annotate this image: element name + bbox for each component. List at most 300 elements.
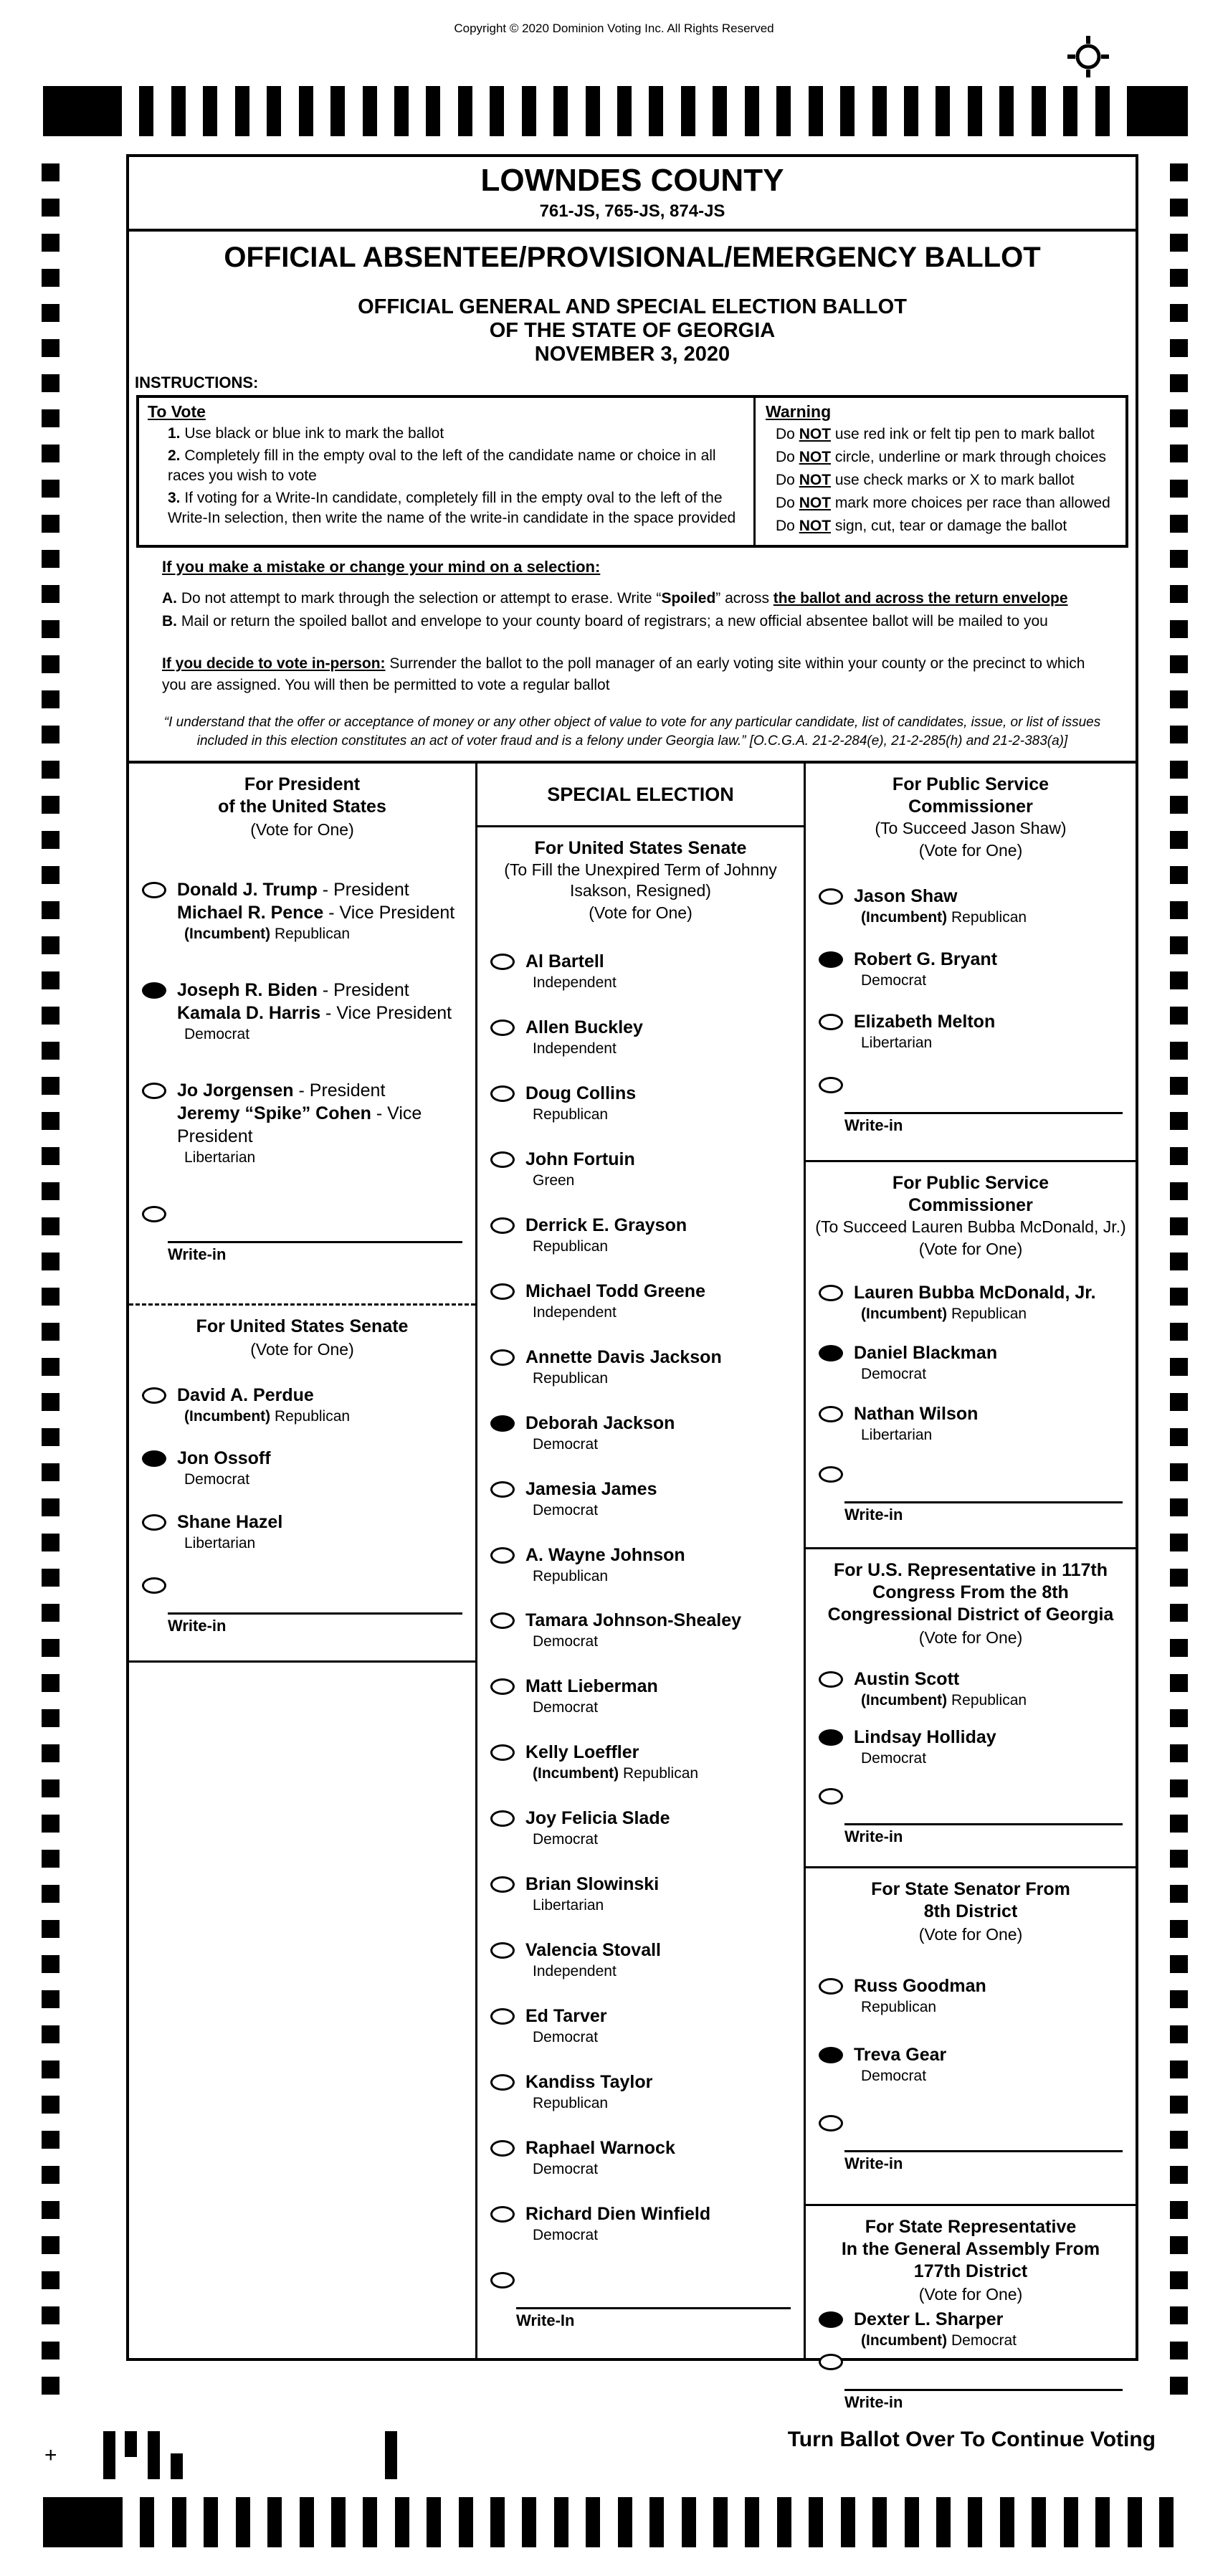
contest-title: In the General Assembly From (841, 2239, 1100, 2259)
timing-mark (872, 2497, 887, 2547)
contest-title: For State Senator From (871, 1879, 1070, 1899)
county-header (129, 157, 1136, 232)
timing-mark (1170, 866, 1188, 884)
vote-for-instruction: (Vote for One) (250, 1340, 354, 1359)
candidate-row (819, 1668, 1131, 1710)
contest-header (129, 764, 475, 840)
candidate-row (142, 878, 471, 944)
timing-mark (42, 761, 60, 779)
text-segment: Independent (533, 974, 617, 991)
to-vote-title: To Vote (148, 402, 206, 421)
ballot-column-1 (129, 764, 477, 2358)
timing-mark (42, 2342, 60, 2359)
candidate-name (854, 1402, 978, 1425)
timing-mark (1170, 374, 1188, 392)
timing-mark (649, 86, 663, 136)
candidate-party (861, 1998, 986, 2017)
text-segment: Doug Collins (525, 1083, 637, 1103)
candidate-text (854, 2043, 946, 2086)
timing-mark (586, 2497, 600, 2547)
candidate-text (525, 2202, 710, 2245)
candidate-party (184, 1025, 452, 1044)
ballot-oval[interactable] (142, 1083, 166, 1099)
text-segment: Libertarian (533, 1897, 604, 1914)
write-in-block (819, 1784, 1131, 1846)
candidate-name (854, 1974, 986, 1997)
timing-mark (42, 1358, 60, 1376)
timing-mark (42, 1393, 60, 1411)
write-in-line[interactable] (516, 2307, 791, 2309)
stub-barcode-mark (148, 2431, 160, 2479)
candidate-row (490, 1280, 799, 1322)
candidate-name (525, 1609, 741, 1632)
timing-mark (1170, 831, 1188, 849)
ballot-oval[interactable] (142, 1514, 166, 1531)
text-segment: Independent (533, 1040, 617, 1057)
write-in-line[interactable] (168, 1241, 462, 1243)
candidate-name (854, 1668, 1027, 1691)
timing-mark (331, 2497, 346, 2547)
contest-title: Congressional District of Georgia (827, 1605, 1114, 1625)
timing-mark (1170, 1393, 1188, 1411)
ballot-oval[interactable] (490, 1876, 515, 1893)
timing-mark (42, 971, 60, 989)
write-in-block (819, 2111, 1131, 2173)
ballot-oval[interactable] (490, 2140, 515, 2157)
ballot-oval[interactable] (142, 1387, 166, 1404)
text-segment: Do (776, 518, 799, 534)
timing-mark (42, 620, 60, 638)
text-segment: Joy Felicia Slade (525, 1808, 670, 1829)
timing-mark (777, 2497, 791, 2547)
candidate-name (525, 950, 617, 973)
timing-mark (42, 199, 60, 217)
timing-mark (172, 2497, 186, 2547)
timing-mark (42, 1007, 60, 1025)
candidate-text (854, 948, 997, 990)
timing-mark (1170, 1955, 1188, 1973)
candidate-name (854, 1010, 995, 1033)
ballot-oval[interactable] (490, 1612, 515, 1629)
ballot-oval-filled[interactable] (142, 982, 166, 999)
timing-mark (1170, 1253, 1188, 1270)
timing-mark (1170, 936, 1188, 954)
text-segment: - President (293, 1080, 386, 1101)
candidate-row (819, 948, 1131, 990)
timing-mark (1170, 2166, 1188, 2184)
write-in-line[interactable] (844, 1823, 1123, 1825)
ballot-oval[interactable] (490, 2206, 515, 2223)
ballot-oval[interactable] (819, 1285, 843, 1301)
timing-mark (1170, 796, 1188, 814)
to-vote-item (168, 424, 745, 444)
write-in-block (142, 1202, 471, 1264)
timing-mark (42, 1920, 60, 1938)
timing-mark (330, 86, 345, 136)
ballot-oval[interactable] (490, 1810, 515, 1827)
text-segment: Michael R. Pence (177, 903, 324, 923)
text-segment: 3. (168, 490, 181, 506)
timing-mark (395, 2497, 409, 2547)
warning-title: Warning (766, 402, 832, 421)
timing-mark (42, 2271, 60, 2289)
timing-mark (1170, 2061, 1188, 2078)
election-date: NOVEMBER 3, 2020 (534, 343, 730, 366)
warning-item (776, 493, 1120, 513)
write-in-line[interactable] (844, 2389, 1123, 2391)
candidate-row (490, 1082, 799, 1124)
county-title: LOWNDES COUNTY (480, 163, 784, 198)
ballot-oval[interactable] (819, 1014, 843, 1030)
candidate-party (861, 1691, 1027, 1710)
candidate-party (533, 2094, 652, 2113)
contest-title: For United States Senate (534, 838, 747, 858)
write-in-oval[interactable] (490, 2272, 515, 2289)
timing-marks-top (43, 86, 1188, 136)
candidate-text (854, 1010, 995, 1052)
ballot-oval-filled[interactable] (819, 951, 843, 968)
ballot-oval-filled[interactable] (819, 1345, 843, 1361)
candidate-row (490, 2137, 799, 2179)
candidate-name (854, 1281, 1096, 1304)
text-segment: Matt Lieberman (525, 1676, 658, 1697)
text-segment: Democrat (861, 2067, 927, 2084)
candidate-text (525, 1741, 698, 1783)
ballot-oval[interactable] (490, 1678, 515, 1695)
write-in-label: Write-in (844, 1506, 903, 1524)
candidate-text (525, 1016, 643, 1058)
timing-mark (203, 86, 217, 136)
candidate-text (525, 1280, 705, 1322)
write-in-oval[interactable] (142, 1206, 166, 1222)
contest-section (129, 764, 475, 1306)
mistake-title: If you make a mistake or change your mind on a selection: (162, 558, 601, 576)
candidate-name (525, 1873, 659, 1896)
timing-mark (1032, 86, 1046, 136)
text-segment: Lindsay Holliday (854, 1727, 996, 1747)
timing-mark (553, 86, 568, 136)
write-in-line[interactable] (844, 1501, 1123, 1503)
ballot-oval[interactable] (490, 2074, 515, 2091)
contest-title: For U.S. Representative in 117th (833, 1560, 1108, 1580)
timing-mark (1170, 304, 1188, 322)
timing-mark (43, 86, 122, 136)
text-segment: Republican (270, 926, 351, 942)
candidate-row (142, 979, 471, 1044)
ballot-column-3 (806, 764, 1136, 2411)
timing-mark (42, 1674, 60, 1692)
timing-mark (968, 2497, 982, 2547)
timing-mark (42, 409, 60, 427)
text-segment: use check marks or X to mark ballot (831, 472, 1075, 488)
text-segment: Brian Slowinski (525, 1874, 660, 1895)
text-segment: use red ink or felt tip pen to mark ballot (831, 426, 1095, 442)
write-in-oval[interactable] (819, 1466, 843, 1483)
text-segment: Democrat (533, 2227, 599, 2244)
text-segment: Democrat (861, 971, 927, 989)
text-segment: Robert G. Bryant (854, 949, 998, 969)
warning-item (776, 515, 1120, 536)
candidate-party (533, 1962, 661, 1981)
timing-mark (363, 86, 377, 136)
text-segment: Republican (861, 1998, 937, 2015)
timing-mark (42, 2096, 60, 2114)
timing-marks-right (1170, 163, 1188, 2412)
candidate-party (184, 1534, 282, 1553)
ballot-oval-filled[interactable] (819, 2047, 843, 2063)
text-segment: Joseph R. Biden (177, 980, 318, 1000)
text-segment: Democrat (947, 2332, 1017, 2349)
ballot-oval[interactable] (490, 2008, 515, 2025)
write-in-oval[interactable] (819, 1077, 843, 1093)
contest-title: For State Representative (865, 2217, 1077, 2237)
text-segment: - President (317, 880, 409, 900)
timing-mark (42, 901, 60, 919)
timing-mark (1170, 2306, 1188, 2324)
write-in-line[interactable] (168, 1612, 462, 1615)
text-segment: Green (533, 1171, 575, 1189)
text-segment: If you decide to vote in-person: (162, 655, 386, 672)
candidate-text (525, 1873, 659, 1915)
timing-mark (42, 2306, 60, 2324)
timing-marks-bottom (43, 2497, 1174, 2547)
ballot-oval[interactable] (490, 1481, 515, 1498)
timing-mark (42, 2131, 60, 2149)
candidate-row (142, 1447, 471, 1489)
candidate-row (490, 1214, 799, 1256)
timing-mark (42, 163, 60, 181)
stub-barcode-mark (103, 2431, 115, 2479)
ballot-oval-filled[interactable] (142, 1450, 166, 1467)
timing-mark (1170, 620, 1188, 638)
text-segment: Russ Goodman (854, 1975, 986, 1996)
ballot-oval[interactable] (490, 1151, 515, 1168)
ballot-oval[interactable] (142, 882, 166, 898)
candidate-text (525, 1148, 635, 1190)
timing-mark (42, 1253, 60, 1270)
timing-mark (1170, 409, 1188, 427)
text-segment: Republican (947, 1691, 1027, 1708)
contest-title: 8th District (923, 1901, 1018, 1921)
text-segment: ” across (715, 590, 774, 607)
timing-mark (1170, 1850, 1188, 1868)
timing-mark (649, 2497, 664, 2547)
candidate-party (861, 1034, 995, 1052)
text-segment: Democrat (533, 1501, 599, 1518)
text-segment: (Incumbent) (861, 1691, 948, 1708)
timing-mark (42, 1498, 60, 1516)
write-in-line[interactable] (844, 2150, 1123, 2152)
timing-mark (42, 1217, 60, 1235)
ballot-oval[interactable] (490, 1349, 515, 1366)
contest-header (806, 764, 1136, 861)
timing-mark (522, 86, 536, 136)
timing-mark (1063, 86, 1077, 136)
timing-mark (904, 86, 918, 136)
write-in-oval[interactable] (142, 1577, 166, 1594)
ballot-title: OFFICIAL ABSENTEE/PROVISIONAL/EMERGENCY BALLOT (224, 242, 1041, 273)
candidate-list (806, 1648, 1136, 1866)
ballot-oval[interactable] (819, 1671, 843, 1688)
contest-title: of the United States (218, 797, 386, 817)
special-election-banner: SPECIAL ELECTION (477, 764, 804, 827)
ballot-oval[interactable] (490, 1744, 515, 1761)
candidate-party (861, 2067, 946, 2086)
candidate-text (854, 1668, 1027, 1710)
text-segment: Republican (533, 1237, 609, 1255)
ballot-oval[interactable] (819, 1978, 843, 1995)
candidate-name (177, 979, 452, 1002)
candidate-party (533, 2028, 606, 2047)
ballot-oval-filled[interactable] (819, 1729, 843, 1746)
ballot-oval[interactable] (819, 1406, 843, 1422)
text-segment: Do not attempt to mark through the selection or attempt to erase. Write “ (177, 590, 662, 607)
text-segment: (Incumbent) (861, 1305, 948, 1322)
timing-mark (42, 655, 60, 673)
candidate-text (177, 1447, 271, 1489)
candidate-row (490, 2005, 799, 2047)
candidate-name (177, 1511, 282, 1534)
timing-mark (872, 86, 887, 136)
text-segment: mark more choices per race than allowed (831, 495, 1110, 511)
timing-mark (1170, 1077, 1188, 1095)
candidate-party (533, 1830, 670, 1849)
candidate-party (533, 1698, 658, 1717)
candidate-text (177, 1511, 282, 1553)
timing-mark (1170, 339, 1188, 357)
write-in-oval[interactable] (819, 2354, 843, 2370)
write-in-label: Write-in (844, 2154, 903, 2173)
ballot-oval[interactable] (490, 1217, 515, 1234)
text-segment: - Vice President (323, 903, 455, 923)
candidate-text (177, 979, 452, 1044)
candidate-name (525, 1675, 658, 1698)
candidate-party (184, 1407, 350, 1426)
candidate-party (533, 2226, 710, 2245)
timing-mark (1170, 1007, 1188, 1025)
to-vote-item (168, 446, 745, 486)
timing-mark (1170, 1112, 1188, 1130)
timing-mark (426, 86, 440, 136)
write-in-oval[interactable] (819, 1788, 843, 1805)
timing-mark (42, 1569, 60, 1587)
contest-columns (129, 761, 1136, 2411)
text-segment: NOT (799, 472, 832, 488)
text-segment: Donald J. Trump (177, 880, 318, 900)
timing-mark (42, 1534, 60, 1551)
text-segment: Jason Shaw (854, 885, 958, 906)
text-segment: Shane Hazel (177, 1511, 283, 1532)
contest-title: Commissioner (908, 797, 1033, 817)
ballot-oval[interactable] (490, 954, 515, 970)
write-in-oval[interactable] (819, 2115, 843, 2131)
ballot-oval[interactable] (490, 1942, 515, 1959)
timing-mark (267, 2497, 282, 2547)
ballot-oval-filled[interactable] (819, 2311, 843, 2328)
text-segment: Democrat (861, 1366, 927, 1383)
candidate-name (177, 1102, 471, 1148)
timing-mark (490, 2497, 505, 2547)
ballot-oval[interactable] (490, 1547, 515, 1564)
ballot-title-block (129, 232, 1136, 395)
timing-mark (42, 831, 60, 849)
candidate-party (533, 1435, 675, 1454)
candidate-row (490, 1873, 799, 1915)
timing-mark (1170, 1042, 1188, 1060)
write-in-line[interactable] (844, 1112, 1123, 1114)
timing-mark (745, 2497, 759, 2547)
text-segment: Republican (533, 1106, 609, 1123)
timing-mark (458, 86, 472, 136)
timing-mark (809, 2497, 823, 2547)
text-segment: Do (776, 472, 799, 488)
text-segment: Kandiss Taylor (525, 2072, 653, 2093)
text-segment: NOT (799, 426, 832, 442)
timing-mark (42, 1779, 60, 1797)
stub-number: 45 (386, 2438, 399, 2450)
timing-mark (42, 1639, 60, 1657)
timing-mark (300, 2497, 314, 2547)
ballot-column-2 (477, 764, 806, 2358)
text-segment: Kamala D. Harris (177, 1003, 321, 1023)
timing-mark (42, 1182, 60, 1200)
ballot-oval[interactable] (490, 1020, 515, 1036)
ballot-oval[interactable] (490, 1283, 515, 1300)
timing-mark (42, 1147, 60, 1165)
candidate-party (533, 1567, 685, 1586)
write-in-block (142, 1574, 471, 1635)
timing-mark (745, 86, 759, 136)
registration-crosshair-icon (1066, 34, 1110, 79)
timing-mark (42, 2236, 60, 2254)
timing-mark (42, 234, 60, 252)
contest-section (806, 1549, 1136, 1868)
text-segment: Libertarian (861, 1426, 933, 1443)
text-segment: Spoiled (661, 590, 716, 607)
candidate-party (861, 1426, 978, 1445)
candidate-text (525, 950, 617, 992)
candidate-name (854, 1726, 996, 1749)
candidate-text (525, 1214, 687, 1256)
timing-mark (1170, 726, 1188, 743)
timing-mark (42, 1288, 60, 1306)
timing-mark (171, 86, 186, 136)
text-segment: - Vice President (177, 1103, 422, 1146)
timing-mark (42, 936, 60, 954)
text-segment: 2. (168, 447, 181, 464)
text-segment: Republican (270, 1408, 351, 1425)
timing-mark (1170, 1885, 1188, 1903)
text-segment: Libertarian (861, 1035, 933, 1052)
timing-mark (42, 515, 60, 533)
candidate-text (525, 1609, 741, 1651)
candidate-row (819, 1726, 1131, 1768)
candidate-name (525, 1280, 705, 1303)
timing-mark (42, 796, 60, 814)
candidate-party (533, 1040, 643, 1058)
ballot-oval[interactable] (819, 888, 843, 905)
timing-mark (1170, 269, 1188, 287)
timing-mark (267, 86, 281, 136)
text-segment: (Incumbent) (533, 1765, 619, 1782)
contest-header (129, 1306, 475, 1360)
text-segment: Michael Todd Greene (525, 1280, 705, 1301)
ballot-oval-filled[interactable] (490, 1415, 515, 1432)
candidate-party (184, 1149, 471, 1167)
contest-header (806, 1868, 1136, 1945)
text-segment: Elizabeth Melton (854, 1012, 996, 1032)
ballot-oval[interactable] (490, 1085, 515, 1102)
